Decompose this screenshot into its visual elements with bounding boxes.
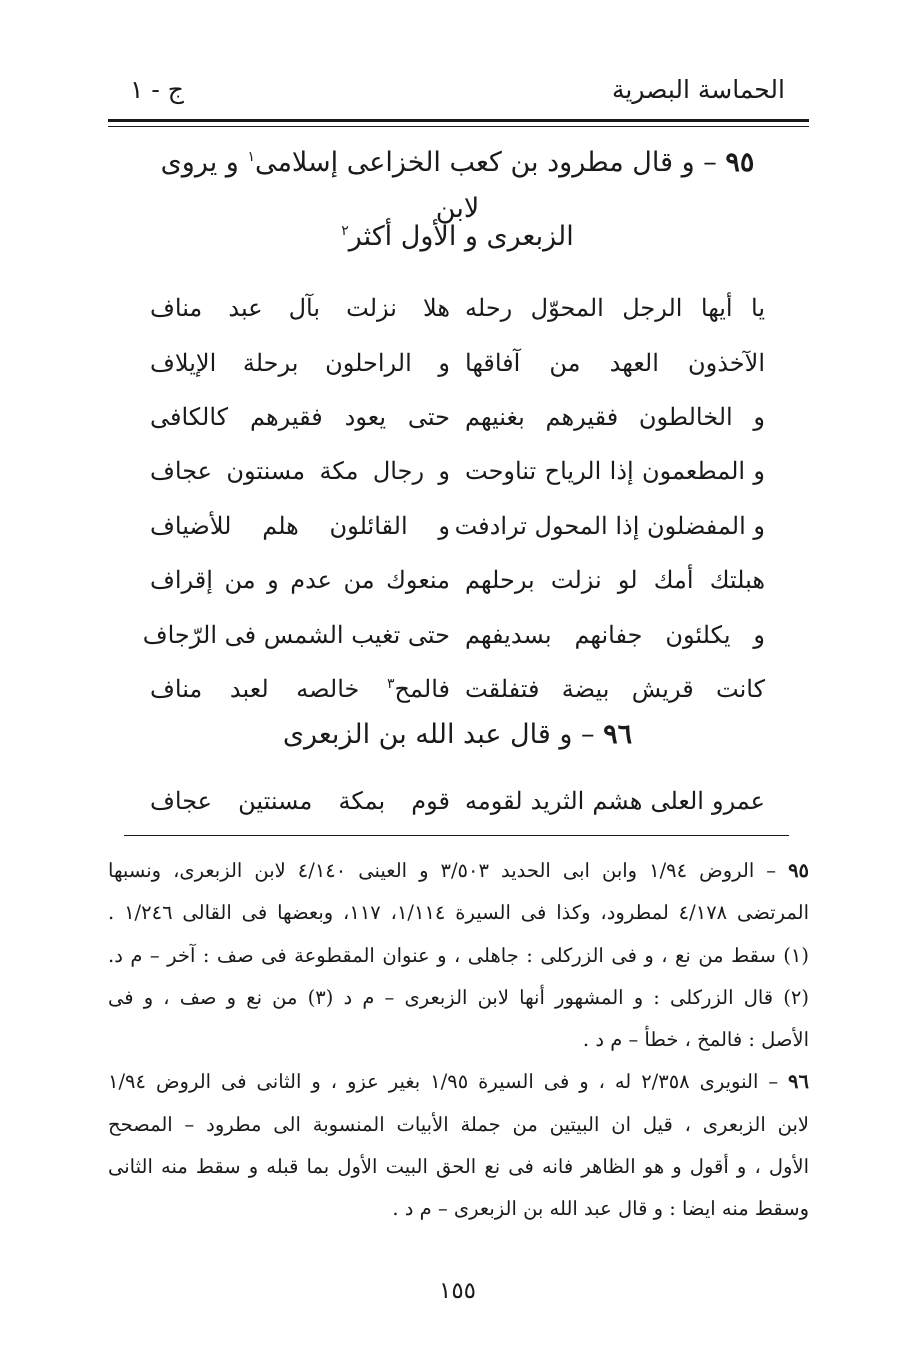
footnote-rule [124,835,789,836]
footnote-line [108,850,809,892]
footnote-line: (١) سقط من نع ، و فى الزركلى : جاهلى ، و عنوان المقطوعة فى صف : آخر – م د. [108,943,809,967]
heading-text: – و قال مطرود بن كعب الخزاعى إسلامى [254,147,717,178]
volume-label: ج - ١ [130,74,184,104]
footnote-line: (٢) قال الزركلى : و المشهور أنها لابن الزبعرى – م د (٣) من نع و صف ، و فى [108,985,809,1009]
first-hemistich: كانت قريش بيضة فتفلقت [465,674,765,703]
footnote-line: لابن الزبعرى ، قيل ان البيتين من جملة الأبيات المنسوبة الى مطرود – المصحح [108,1112,809,1136]
poem-95-heading-cont [140,214,775,260]
first-hemistich: و المطعمون إذا الرياح تناوحت [465,457,765,486]
footnote-line: وسقط منه ايضا : و قال عبد الله بن الزبعرى – م د . [392,1197,809,1221]
heading-text: الزبعرى و الأول أكثر [348,221,574,252]
first-hemistich: و يكلئون جفانهم بسديفهم [465,620,765,649]
second-hemistich [150,675,450,703]
first-hemistich: يا أيها الرجل المحوّل رحله [465,294,765,323]
first-hemistich: الآخذون العهد من آفاقها [465,348,765,377]
note-number: ٩٥ [788,859,810,882]
note-text: – النويرى ٢/٣٥٨ له ، و فى السيرة ١/٩٥ بغير عزو ، و الثانى فى الروض ١/٩٤ [108,1070,779,1094]
second-hemistich: منعوك من عدم و من إقراف [150,566,450,595]
running-title: الحماسة البصرية [611,74,785,104]
footnote-line: الأصل : فالمخ ، خطأ – م د . [582,1028,809,1052]
verse-line [150,390,765,444]
footnote-line: الأول ، و أقول و هو الظاهر فانه فى نع الحق البيت الأول بما قبله و سقط منه الثانى [108,1155,809,1179]
verse-line [150,281,765,335]
poem-96-verse [150,774,765,828]
heading-text-cont: و يروى لابن [160,147,480,224]
verse-line [150,553,765,607]
running-header [130,64,785,114]
footnote-line [108,1061,809,1103]
poem-number: ٩٥ [725,147,755,178]
note-text: – الروض ١/٩٤ وابن ابى الحديد ٣/٥٠٣ و العينى ٤/١٤٠ لابن الزبعرى، ونسبها [108,859,777,882]
hemistich-text: فالمح [394,674,450,703]
poem-number: ٩٦ [603,719,633,750]
footnote-marker: ٣ [387,675,395,692]
header-rule-thick [108,119,809,122]
verse-line [142,607,765,661]
first-hemistich: و الخالطون فقيرهم بغنيهم [465,402,765,431]
first-hemistich: هبلتك أمك لو نزلت برحلهم [465,566,765,595]
poem-96-heading [140,712,775,758]
second-hemistich: حتى تغيب الشمس فى الرّجاف [142,620,450,649]
verse-line [150,499,765,553]
page-number: ١٥٥ [438,1278,477,1304]
hemistich-text-cont: خالصه لعبد مناف [150,674,387,703]
header-rule-thin [108,126,809,127]
second-hemistich: قوم بمكة مسنتين عجاف [150,787,450,816]
verse-line [150,662,765,716]
footnote-line: المرتضى ٤/١٧٨ لمطرود، وكذا فى السيرة ١/١١٤، ١١٧، وبعضها فى القالى ١/٢٤٦ . [108,901,809,925]
first-hemistich: عمرو العلى هشم الثريد لقومه [465,787,765,816]
second-hemistich: و القائلون هلم للأضياف [150,511,450,540]
note-number: ٩٦ [788,1070,809,1094]
second-hemistich: و رجال مكة مسنتون عجاف [150,457,450,486]
footnotes [108,850,809,1231]
second-hemistich: هلا نزلت بآل عبد مناف [150,294,450,323]
verse-line [150,335,765,389]
verse-line [150,444,765,498]
second-hemistich: و الراحلون برحلة الإيلاف [150,348,450,377]
first-hemistich: و المفضلون إذا المحول ترادفت [454,511,765,540]
footnote-marker: ٢ [341,223,349,239]
poem-95-verses [142,281,765,716]
heading-text: – و قال عبد الله بن الزبعرى [282,719,595,750]
footnote-marker: ١ [247,149,255,165]
second-hemistich: حتى يعود فقيرهم كالكافى [150,402,450,431]
